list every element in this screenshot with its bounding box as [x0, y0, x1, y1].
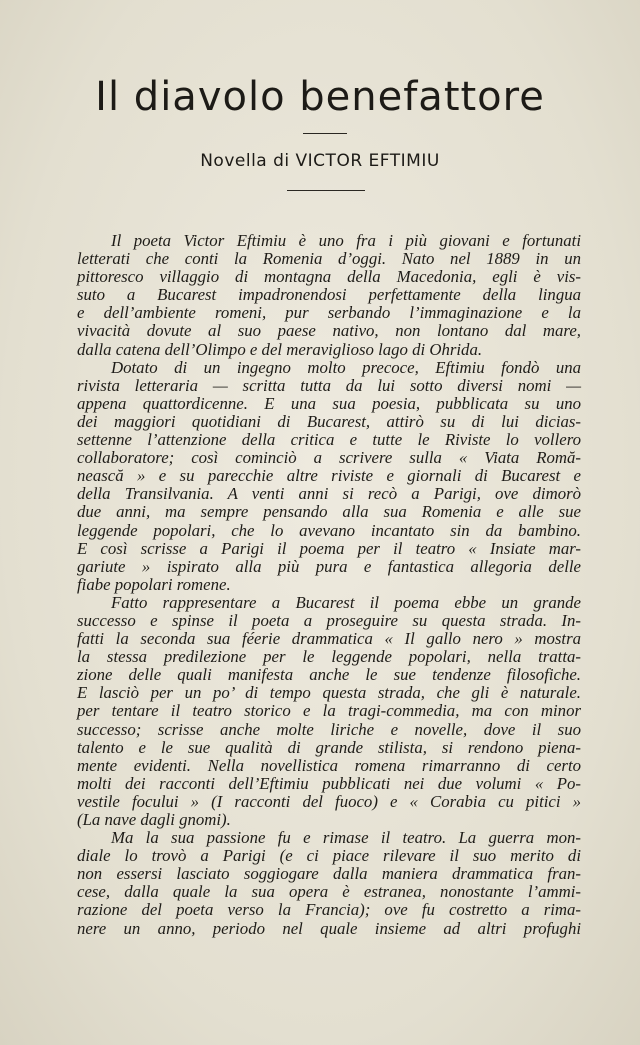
text-line: gariute » ispirato alla più pura e fantastica allegoria delle: [77, 556, 581, 576]
text-line: vivacità dovute al suo paese nativo, non lontano dal mare,: [77, 321, 581, 341]
subtitle-divider: [287, 190, 365, 191]
text-line: mente evidenti. Nella novellistica romena rimarranno di certo: [77, 755, 581, 775]
text-line: dei maggiori quotidiani di Bucarest, attirò su di lui dicias-: [77, 411, 581, 431]
text-line: talento e le sue qualità di grande stilista, si rendono piena-: [77, 737, 581, 757]
article-title: Il diavolo benefattore: [95, 74, 545, 120]
text-line: fiabe popolari romene.: [77, 574, 231, 594]
text-line: molti dei racconti dell’Eftimiu pubblicati nei due volumi « Po-: [77, 773, 581, 793]
text-line: rivista letteraria — scritta tutta da lui sotto diversi nomi —: [77, 375, 581, 395]
text-line: suto a Bucarest impadronendosi perfettamente della lingua: [77, 285, 581, 305]
text-line: collaboratore; così cominciò a scrivere sulla « Viata Romă-: [77, 448, 581, 468]
text-line: diale lo trovò a Parigi (e ci piace rilevare il suo merito di: [77, 846, 581, 866]
title-divider: [303, 133, 347, 134]
text-line: cese, dalla quale la sua opera è estranea, nonostante l’ammi-: [77, 882, 581, 902]
text-line: zione delle quali manifesta anche le sue tendenze filosofiche.: [77, 665, 581, 685]
text-line: E lasciò per un po’ di tempo questa strada, che gli è naturale.: [77, 683, 581, 703]
text-line: dalla catena dell’Olimpo e del meraviglioso lago di Ohrida.: [77, 339, 483, 359]
text-line: letterati che conti la Romenia d’oggi. Nato nel 1889 in un: [77, 249, 581, 269]
text-line: successo e spinse il poeta a proseguire su questa strada. In-: [77, 610, 581, 630]
text-line: E così scrisse a Parigi il poema per il teatro « Insiate mar-: [77, 538, 581, 558]
text-line: successo; scrisse anche molte liriche e novelle, dove il suo: [77, 719, 581, 739]
article-body: [77, 232, 581, 938]
text-line: leggende popolari, che lo avevano incantato sin da bambino.: [77, 520, 581, 540]
text-line: razione del poeta verso la Francia); ove fu costretto a rima-: [77, 900, 581, 920]
text-line: Ma la sua passione fu e rimase il teatro. La guerra mon-: [111, 828, 581, 848]
article-subtitle: Novella di VICTOR EFTIMIU: [200, 151, 440, 171]
text-line: nească » e su parecchie altre riviste e giornali di Bucarest e: [77, 466, 581, 486]
text-line: non essersi lasciato soggiogare dalla maniera drammatica fran-: [77, 864, 581, 884]
text-line: fatti la seconda sua féerie drammatica « Il gallo nero » mostra: [77, 629, 581, 649]
text-line: Dotato di un ingegno molto precoce, Eftimiu fondò una: [111, 357, 581, 377]
text-line: appena quattordicenne. E una sua poesia, pubblicata su uno: [77, 393, 581, 413]
text-line: per tentare il teatro storico e la tragi-commedia, ma con minor: [77, 701, 581, 721]
text-line: nere un anno, periodo nel quale insieme ad altri profughi: [77, 918, 581, 938]
text-line: vestile focului » (I racconti del fuoco) e « Corabia cu pitici »: [77, 791, 581, 811]
text-line: la stessa predilezione per le leggende popolari, nella tratta-: [77, 647, 581, 667]
text-line: (La nave dagli gnomi).: [77, 810, 231, 829]
text-line: Il poeta Victor Eftimiu è uno fra i più giovani e fortunati: [111, 231, 581, 250]
text-line: settenne l’attenzione della critica e tutte le Riviste lo vollero: [77, 430, 581, 450]
text-line: pittoresco villaggio di montagna della Macedonia, egli è vis-: [77, 267, 581, 287]
text-line: due anni, ma sempre pensando alla sua Romenia e alle sue: [77, 502, 581, 522]
text-line: Fatto rappresentare a Bucarest il poema ebbe un grande: [111, 592, 581, 612]
text-line: della Transilvania. A venti anni si recò a Parigi, ove dimorò: [77, 484, 581, 504]
text-line: e dell’ambiente romeni, pur serbando l’immaginazione e la: [77, 303, 581, 323]
